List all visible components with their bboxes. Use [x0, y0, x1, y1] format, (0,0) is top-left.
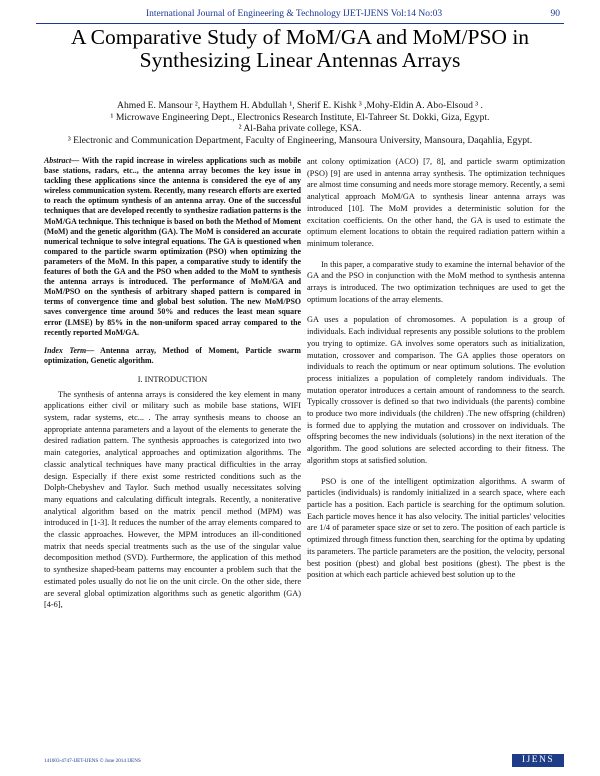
index-terms-text: — Antenna array, Method of Moment, Particle swarm optimization, Genetic algorithm.	[44, 345, 301, 365]
paper-title: A Comparative Study of MoM/GA and MoM/PSO in Synthesizing Linear Antennas Arrays	[70, 25, 530, 72]
journal-name: International Journal of Engineering & Technology IJET-IJENS Vol:14 No:03	[146, 9, 443, 19]
left-column	[44, 156, 301, 611]
affiliation-1: ¹ Microwave Engineering Dept., Electronics Research Institute, El-Tahreer St. Dokki, Giza, Egypt.	[110, 111, 490, 123]
index-terms	[44, 346, 301, 366]
body-paragraph: GA uses a population of chromosomes. A population is a group of individuals. Each individual represents any possible solutions to the problem you trying to optimize. GA involves some operators such as initialization, mutation, crossover and comparison. The GA applies those operators on individuals to reach the optimum or near optimum solutions. The evolution process initializes a population of completely random individuals. The mutation operator introduces a certain amount of randomness to the search. Typically crossover is defined so that two individuals (the parents) combine to produce two more individuals (the children) .The new offspring (children) is formed due to applying the mutation and crossover on individuals. The offspring becomes the new individuals (solutions) in the next iteration of the algorithm. The good solutions are selected according to their fitness. The algorithm stops at satisfied solution.	[307, 315, 565, 465]
affiliation-2: ² Al-Baha private college, KSA.	[238, 123, 362, 135]
abstract-text: — With the rapid increase in wireless applications such as mobile base stations, radars, etc.., the antenna array becomes the key issue in tackling these applications since the antenna is considered the eye of any wireless communication system. Recently, many research efforts are exerted to reach the optimum synthesis of an antenna array. One of the successful techniques that are developed recently to synthesize radiation patterns is the MoM/GA technique. This technique is based on both the Method of Moment (MoM) and the genetic algorithm (GA). The MoM is considered an accurate numerical technique to solve integral equations. The GA is questioned when compared to the particle swarm optimization (PSO) when optimizing the parameters of the MoM. In this paper, a comparative study to identify the features of both the GA and the PSO when added to the MoM to synthesis the antenna arrays is introduced. The performance of MoM/GA and MoM/PSO on the synthesis of arbitrary shaped pattern is compared in terms of convergence time and global best solution. The new MoM/PSO saves convergence time around 50% and reduces the least mean square error (LMSE) by 85% in the non-uniform spaced array compared to the recently reported MoM/GA.	[44, 156, 301, 337]
section-heading-introduction: I. INTRODUCTION	[137, 374, 208, 384]
affiliation-3: ³ Electronic and Communication Department, Faculty of Engineering, Mansoura University, Mansoura, Daqahlia, Egypt.	[67, 134, 533, 146]
page-number: 90	[550, 9, 560, 19]
abstract	[44, 156, 301, 338]
author-names: Ahmed E. Mansour ², Haythem H. Abdullah ¹, Sherif E. Kishk ³ ,Mohy-Eldin A. Abo-Elsoud ³ .	[117, 100, 483, 111]
abstract-label: Abstract	[44, 156, 72, 165]
intro-paragraph: The synthesis of antenna arrays is considered the key element in many applications either civil or military such as mobile base stations, WIFI system, radar systems, etc... . The array synthesis means to choose an appropriate antenna parameters and a layout of the elements to generate the desired radiation pattern. The synthesis approaches is categorized into two main categories, analytical approaches and optimization algorithms. The classic analytical techniques have many practical difficulties in the array design. Especially if there exist some restricted conditions such as the Dolph-Chebyshev and Taylor. Such method usually necessitates solving many equations and calculating difficult integrals. Recently, a noniterative analytical algorithm based on the matrix pencil method (MPM) was introduced in [1-3]. It reduces the number of the array elements compared to the classic approaches. However, the MPM introduces an ill-conditioned matrix that needs special treatments such as the use of the singular value decomposition method (SVD). Furthermore, the application of this method to synthesize shaped-beam patterns may encounter a problem such that the estimated poles usually do not lie on the unit circle. On the other side, there are several global optimization algorithms such as genetic algorithm (GA) [4-6],	[44, 389, 301, 610]
body-paragraph: PSO is one of the intelligent optimization algorithms. A swarm of particles (individuals) is randomly initialized in a search space, where each particle has a position. Each particle is searching for the optimum solution. Each particle moves hence it has also velocity. The initial particles' velocities are 1/4 of parameter space size or set to zero. The position of each particle is optimized through fitness function then, searching for the optima by updating its parameters. The particle parameters are the position, the velocity, personal best position (pbest) and global best positions (gbest). The pbest is the position at which each particle achieved best solution up to the	[307, 476, 565, 580]
footer-id: 141003-4747-IJET-IJENS © June 2014 IJENS	[44, 758, 141, 764]
right-column	[307, 156, 565, 581]
index-terms-label: Index Term	[44, 345, 87, 355]
author-block	[20, 100, 580, 146]
body-paragraph: In this paper, a comparative study to examine the internal behavior of the GA and the PSO in conjunction with the MoM method to synthesis antenna arrays is introduced. The two optimization techniques are used to get the optimum locations of the array elements.	[307, 259, 565, 304]
ijens-logo: IJENS	[512, 754, 564, 767]
header-rule	[36, 23, 564, 24]
body-paragraph: ant colony optimization (ACO) [7, 8], and particle swarm optimization (PSO) [9] are used in antenna array synthesis. The optimization techniques are almost time consuming and needs more storage memory. Recently, a semi analytical approach MoM/GA to synthesis linear antenna arrays was introduced [10]. The MoM provides a deterministic solution for the excitation coefficients. On the other hand, the GA is used to estimate the optimum element locations to obtain the required radiation pattern within a minimum tolerance.	[307, 157, 565, 248]
